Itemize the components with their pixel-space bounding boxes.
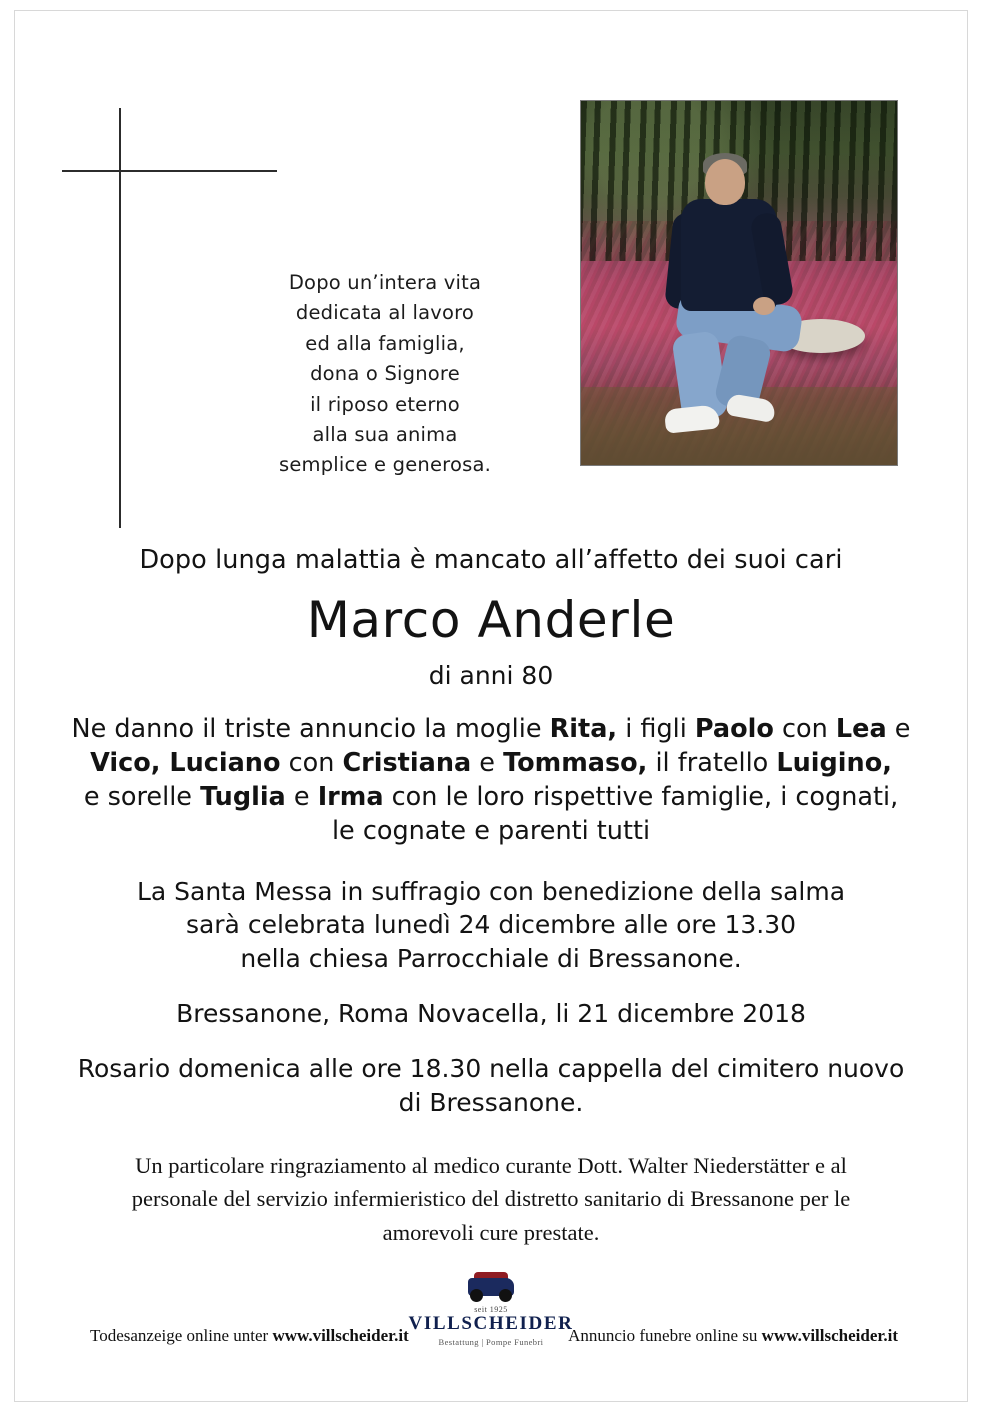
footer-right-link[interactable]: www.villscheider.it [761,1326,898,1345]
hearse-car-icon [462,1270,520,1304]
footer-left [90,1326,409,1346]
logo-subtitle: Bestattung | Pompe Funebri [438,1337,544,1347]
family-name-irma: Irma [317,782,384,813]
footer-right-text: Annuncio funebre online su [568,1326,762,1345]
rosary-line: di Bressanone. [398,1087,584,1117]
poem-line: il riposo eterno [310,392,460,416]
rosary-details [40,1052,942,1119]
villscheider-logo [396,1270,586,1347]
announcement-body [40,545,942,1249]
figure-hand [753,297,775,315]
deceased-age: di anni 80 [428,661,554,690]
thanks-line: Un particolare ringraziamento al medico curante Dott. Walter Niederstätter e al [135,1153,847,1179]
rosary-line: Rosario domenica alle ore 18.30 nella cappella del cimitero nuovo [77,1054,905,1084]
family-name-luigino: Luigino, [776,748,892,779]
mass-line: sarà celebrata lunedì 24 dicembre alle ore 13.30 [185,910,797,940]
memorial-poem [235,268,535,481]
poem-line: dedicata al lavoro [295,301,475,325]
footer-left-link[interactable]: www.villscheider.it [272,1326,409,1345]
thanks-line: amorevoli cure prestate. [382,1219,600,1245]
thanks-note [40,1149,942,1249]
poem-line: Dopo un’intera vita [288,271,482,294]
family-name-tommaso: Tommaso, [503,748,648,779]
family-text: con [773,714,836,744]
mass-line: La Santa Messa in suffragio con benedizione della salma [136,876,846,906]
hearse-wheel-left [470,1289,483,1302]
cross-horizontal-bar [62,170,277,172]
family-text: e [886,714,911,744]
poem-line: dona o Signore [310,362,460,386]
poem-line: ed alla famiglia, [305,331,465,355]
family-text: con [280,748,343,779]
family-name-tuglia: Tuglia [200,782,286,813]
mass-details [40,875,942,976]
family-text: e sorelle [83,782,201,813]
logo-established: seit 1925 [474,1305,508,1314]
family-name-cristiana: Cristiana [342,748,472,779]
family-name-rita: Rita, [549,714,618,744]
deceased-name: Marco Anderle [306,591,676,649]
footer [40,1282,942,1366]
family-text: le cognate e parenti tutti [331,816,651,847]
portrait-photo-image [581,101,897,465]
portrait-photo [580,100,898,466]
family-name-vico-luciano: Vico, Luciano [90,748,281,779]
family-text: e [471,748,504,779]
family-text: Ne danno il triste annuncio la moglie [71,714,550,744]
family-text: con le loro rispettive famiglie, i cognati, [383,782,899,813]
family-text: il fratello [647,748,777,779]
header-area [0,0,982,500]
figure-head [705,159,745,205]
family-announcement [40,712,942,849]
thanks-line: personale del servizio infermieristico del distretto sanitario di Bressanone per le [131,1186,851,1212]
family-name-lea: Lea [835,714,887,744]
poem-line: alla sua anima [312,423,458,447]
hearse-wheel-right [499,1289,512,1302]
footer-left-text: Todesanzeige online unter [90,1326,273,1345]
mass-line: nella chiesa Parrocchiale di Bressanone. [240,943,742,973]
footer-right [568,1326,898,1346]
poem-line: semplice e generosa. [278,453,492,477]
family-text: i figli [617,714,695,744]
place-and-date: Bressanone, Roma Novacella, li 21 dicembre 2018 [176,999,806,1029]
family-text: e [285,782,318,813]
logo-company-name: VILLSCHEIDER [408,1313,574,1334]
announcement-intro: Dopo lunga malattia è mancato all’affetto dei suoi cari [139,545,843,575]
family-name-paolo: Paolo [694,714,774,744]
